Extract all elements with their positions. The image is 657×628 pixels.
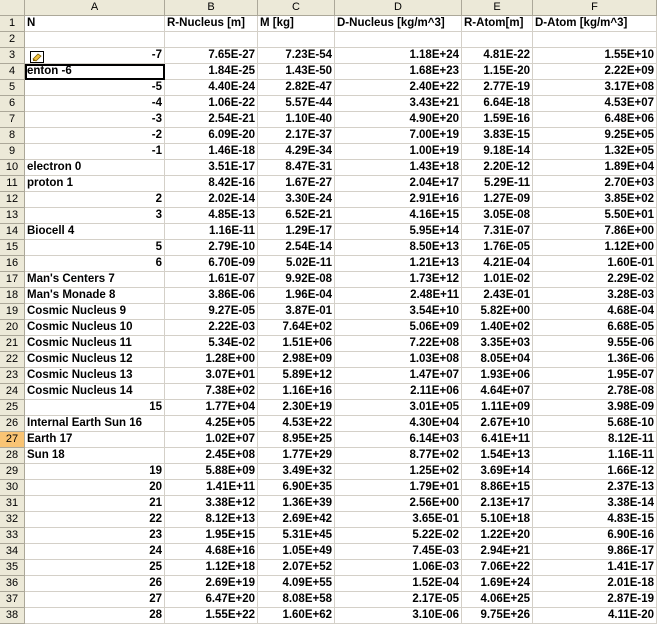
row-header-16[interactable]: 16 xyxy=(0,256,25,272)
cell-b18[interactable]: 3.86E-06 xyxy=(165,288,258,304)
cell-d7[interactable]: 4.90E+20 xyxy=(335,112,462,128)
cell-b14[interactable]: 1.16E-11 xyxy=(165,224,258,240)
cell-f36[interactable]: 2.01E-18 xyxy=(533,576,657,592)
cell-c27[interactable]: 8.95E+25 xyxy=(258,432,335,448)
cell-e2[interactable] xyxy=(462,32,533,48)
row-header-27[interactable]: 27 xyxy=(0,432,25,448)
cell-e36[interactable]: 1.69E+24 xyxy=(462,576,533,592)
cell-f30[interactable]: 2.37E-13 xyxy=(533,480,657,496)
cell-c30[interactable]: 6.90E+35 xyxy=(258,480,335,496)
cell-c15[interactable]: 2.54E-14 xyxy=(258,240,335,256)
row-header-9[interactable]: 9 xyxy=(0,144,25,160)
cell-d29[interactable]: 1.25E+02 xyxy=(335,464,462,480)
cell-b27[interactable]: 1.02E+07 xyxy=(165,432,258,448)
row-header-18[interactable]: 18 xyxy=(0,288,25,304)
cell-d13[interactable]: 4.16E+15 xyxy=(335,208,462,224)
cell-d21[interactable]: 7.22E+08 xyxy=(335,336,462,352)
row-header-2[interactable]: 2 xyxy=(0,32,25,48)
cell-c26[interactable]: 4.53E+22 xyxy=(258,416,335,432)
cell-a25[interactable]: 15 xyxy=(25,400,165,416)
cell-d30[interactable]: 1.79E+01 xyxy=(335,480,462,496)
cell-f35[interactable]: 1.41E-17 xyxy=(533,560,657,576)
cell-b37[interactable]: 6.47E+20 xyxy=(165,592,258,608)
cell-b22[interactable]: 1.28E+00 xyxy=(165,352,258,368)
cell-a16[interactable]: 6 xyxy=(25,256,165,272)
cell-d34[interactable]: 7.45E-03 xyxy=(335,544,462,560)
cell-a34[interactable]: 24 xyxy=(25,544,165,560)
row-header-34[interactable]: 34 xyxy=(0,544,25,560)
cell-b4[interactable]: 1.84E-25 xyxy=(165,64,258,80)
cell-a37[interactable]: 27 xyxy=(25,592,165,608)
cell-f12[interactable]: 3.85E+02 xyxy=(533,192,657,208)
cell-e31[interactable]: 2.13E+17 xyxy=(462,496,533,512)
cell-d17[interactable]: 1.73E+12 xyxy=(335,272,462,288)
cell-b17[interactable]: 1.61E-07 xyxy=(165,272,258,288)
cell-a33[interactable]: 23 xyxy=(25,528,165,544)
cell-e18[interactable]: 2.43E-01 xyxy=(462,288,533,304)
cell-b13[interactable]: 4.85E-13 xyxy=(165,208,258,224)
cell-a23[interactable]: Cosmic Nucleus 13 xyxy=(25,368,165,384)
cell-f34[interactable]: 9.86E-17 xyxy=(533,544,657,560)
cell-e19[interactable]: 5.82E+00 xyxy=(462,304,533,320)
row-header-6[interactable]: 6 xyxy=(0,96,25,112)
cell-d2[interactable] xyxy=(335,32,462,48)
cell-a8[interactable]: -2 xyxy=(25,128,165,144)
cell-d38[interactable]: 3.10E-06 xyxy=(335,608,462,624)
cell-f29[interactable]: 1.66E-12 xyxy=(533,464,657,480)
cell-c31[interactable]: 1.36E+39 xyxy=(258,496,335,512)
cell-e25[interactable]: 1.11E+09 xyxy=(462,400,533,416)
row-header-35[interactable]: 35 xyxy=(0,560,25,576)
cell-e22[interactable]: 8.05E+04 xyxy=(462,352,533,368)
cell-f33[interactable]: 6.90E-16 xyxy=(533,528,657,544)
cell-f16[interactable]: 1.60E-01 xyxy=(533,256,657,272)
cell-a12[interactable]: 2 xyxy=(25,192,165,208)
cell-f27[interactable]: 8.12E-11 xyxy=(533,432,657,448)
row-header-20[interactable]: 20 xyxy=(0,320,25,336)
cell-a31[interactable]: 21 xyxy=(25,496,165,512)
cell-a18[interactable]: Man's Monade 8 xyxy=(25,288,165,304)
cell-a35[interactable]: 25 xyxy=(25,560,165,576)
cell-a36[interactable]: 26 xyxy=(25,576,165,592)
cell-a28[interactable]: Sun 18 xyxy=(25,448,165,464)
cell-b25[interactable]: 1.77E+04 xyxy=(165,400,258,416)
cell-c14[interactable]: 1.29E-17 xyxy=(258,224,335,240)
row-header-28[interactable]: 28 xyxy=(0,448,25,464)
cell-a1[interactable]: N xyxy=(25,16,165,32)
cell-f17[interactable]: 2.29E-02 xyxy=(533,272,657,288)
cell-a15[interactable]: 5 xyxy=(25,240,165,256)
cell-b31[interactable]: 3.38E+12 xyxy=(165,496,258,512)
cell-a13[interactable]: 3 xyxy=(25,208,165,224)
cell-c32[interactable]: 2.69E+42 xyxy=(258,512,335,528)
cell-d31[interactable]: 2.56E+00 xyxy=(335,496,462,512)
row-header-32[interactable]: 32 xyxy=(0,512,25,528)
cell-a32[interactable]: 22 xyxy=(25,512,165,528)
cell-e35[interactable]: 7.06E+22 xyxy=(462,560,533,576)
cell-b20[interactable]: 2.22E-03 xyxy=(165,320,258,336)
cell-f38[interactable]: 4.11E-20 xyxy=(533,608,657,624)
row-header-4[interactable]: 4 xyxy=(0,64,25,80)
cell-a17[interactable]: Man's Centers 7 xyxy=(25,272,165,288)
cell-c36[interactable]: 4.09E+55 xyxy=(258,576,335,592)
cell-b34[interactable]: 4.68E+16 xyxy=(165,544,258,560)
cell-a21[interactable]: Cosmic Nucleus 11 xyxy=(25,336,165,352)
cell-f9[interactable]: 1.32E+05 xyxy=(533,144,657,160)
cell-e28[interactable]: 1.54E+13 xyxy=(462,448,533,464)
cell-e37[interactable]: 4.06E+25 xyxy=(462,592,533,608)
column-header-e[interactable]: E xyxy=(462,0,533,16)
cell-e7[interactable]: 1.59E-16 xyxy=(462,112,533,128)
cell-a4[interactable]: enton -6 xyxy=(25,64,165,80)
cell-c37[interactable]: 8.08E+58 xyxy=(258,592,335,608)
cell-d1[interactable]: D-Nucleus [kg/m^3] xyxy=(335,16,462,32)
cell-b26[interactable]: 4.25E+05 xyxy=(165,416,258,432)
cell-e6[interactable]: 6.64E-18 xyxy=(462,96,533,112)
cell-d9[interactable]: 1.00E+19 xyxy=(335,144,462,160)
cell-e26[interactable]: 2.67E+10 xyxy=(462,416,533,432)
cell-a38[interactable]: 28 xyxy=(25,608,165,624)
cell-f19[interactable]: 4.68E-04 xyxy=(533,304,657,320)
cell-f26[interactable]: 5.68E-10 xyxy=(533,416,657,432)
column-header-c[interactable]: C xyxy=(258,0,335,16)
cell-e13[interactable]: 3.05E-08 xyxy=(462,208,533,224)
cell-c22[interactable]: 2.98E+09 xyxy=(258,352,335,368)
column-header-f[interactable]: F xyxy=(533,0,657,16)
cell-d6[interactable]: 3.43E+21 xyxy=(335,96,462,112)
cell-f32[interactable]: 4.83E-15 xyxy=(533,512,657,528)
cell-c28[interactable]: 1.77E+29 xyxy=(258,448,335,464)
cell-d24[interactable]: 2.11E+06 xyxy=(335,384,462,400)
cell-f18[interactable]: 3.28E-03 xyxy=(533,288,657,304)
cell-d18[interactable]: 2.48E+11 xyxy=(335,288,462,304)
cell-e16[interactable]: 4.21E-04 xyxy=(462,256,533,272)
cell-f3[interactable]: 1.55E+10 xyxy=(533,48,657,64)
cell-d16[interactable]: 1.21E+13 xyxy=(335,256,462,272)
cell-f14[interactable]: 7.86E+00 xyxy=(533,224,657,240)
cell-e34[interactable]: 2.94E+21 xyxy=(462,544,533,560)
cell-c11[interactable]: 1.67E-27 xyxy=(258,176,335,192)
cell-c38[interactable]: 1.60E+62 xyxy=(258,608,335,624)
column-header-a[interactable]: A xyxy=(25,0,165,16)
cell-a29[interactable]: 19 xyxy=(25,464,165,480)
cell-d5[interactable]: 2.40E+22 xyxy=(335,80,462,96)
cell-a26[interactable]: Internal Earth Sun 16 xyxy=(25,416,165,432)
cell-d37[interactable]: 2.17E-05 xyxy=(335,592,462,608)
cell-e4[interactable]: 1.15E-20 xyxy=(462,64,533,80)
cell-e21[interactable]: 3.35E+03 xyxy=(462,336,533,352)
row-header-38[interactable]: 38 xyxy=(0,608,25,624)
cell-e11[interactable]: 5.29E-11 xyxy=(462,176,533,192)
column-header-b[interactable]: B xyxy=(165,0,258,16)
row-header-31[interactable]: 31 xyxy=(0,496,25,512)
cell-a11[interactable]: proton 1 xyxy=(25,176,165,192)
cell-b1[interactable]: R-Nucleus [m] xyxy=(165,16,258,32)
cell-e12[interactable]: 1.27E-09 xyxy=(462,192,533,208)
row-header-8[interactable]: 8 xyxy=(0,128,25,144)
row-header-17[interactable]: 17 xyxy=(0,272,25,288)
cell-e38[interactable]: 9.75E+26 xyxy=(462,608,533,624)
cell-d35[interactable]: 1.06E-03 xyxy=(335,560,462,576)
cell-a2[interactable] xyxy=(25,32,165,48)
cell-b21[interactable]: 5.34E-02 xyxy=(165,336,258,352)
cell-b33[interactable]: 1.95E+15 xyxy=(165,528,258,544)
cell-c23[interactable]: 5.89E+12 xyxy=(258,368,335,384)
cell-e3[interactable]: 4.81E-22 xyxy=(462,48,533,64)
cell-b36[interactable]: 2.69E+19 xyxy=(165,576,258,592)
row-header-1[interactable]: 1 xyxy=(0,16,25,32)
cell-b19[interactable]: 9.27E-05 xyxy=(165,304,258,320)
cell-b16[interactable]: 6.70E-09 xyxy=(165,256,258,272)
cell-f24[interactable]: 2.78E-08 xyxy=(533,384,657,400)
cell-c17[interactable]: 9.92E-08 xyxy=(258,272,335,288)
cell-c10[interactable]: 8.47E-31 xyxy=(258,160,335,176)
cell-d36[interactable]: 1.52E-04 xyxy=(335,576,462,592)
cell-e10[interactable]: 2.20E-12 xyxy=(462,160,533,176)
cell-note-icon[interactable] xyxy=(30,51,44,63)
cell-f37[interactable]: 2.87E-19 xyxy=(533,592,657,608)
cell-e33[interactable]: 1.22E+20 xyxy=(462,528,533,544)
cell-c29[interactable]: 3.49E+32 xyxy=(258,464,335,480)
row-header-21[interactable]: 21 xyxy=(0,336,25,352)
row-header-22[interactable]: 22 xyxy=(0,352,25,368)
cell-d4[interactable]: 1.68E+23 xyxy=(335,64,462,80)
row-header-36[interactable]: 36 xyxy=(0,576,25,592)
row-header-14[interactable]: 14 xyxy=(0,224,25,240)
cell-d11[interactable]: 2.04E+17 xyxy=(335,176,462,192)
row-header-11[interactable]: 11 xyxy=(0,176,25,192)
cell-a5[interactable]: -5 xyxy=(25,80,165,96)
cell-b2[interactable] xyxy=(165,32,258,48)
cell-f22[interactable]: 1.36E-06 xyxy=(533,352,657,368)
cell-d8[interactable]: 7.00E+19 xyxy=(335,128,462,144)
cell-c4[interactable]: 1.43E-50 xyxy=(258,64,335,80)
cell-c25[interactable]: 2.30E+19 xyxy=(258,400,335,416)
row-header-3[interactable]: 3 xyxy=(0,48,25,64)
cell-b38[interactable]: 1.55E+22 xyxy=(165,608,258,624)
cell-e1[interactable]: R-Atom[m] xyxy=(462,16,533,32)
cell-c20[interactable]: 7.64E+02 xyxy=(258,320,335,336)
cell-b10[interactable]: 3.51E-17 xyxy=(165,160,258,176)
cell-d28[interactable]: 8.77E+02 xyxy=(335,448,462,464)
cell-d32[interactable]: 3.65E-01 xyxy=(335,512,462,528)
cell-b28[interactable]: 2.45E+08 xyxy=(165,448,258,464)
cell-a22[interactable]: Cosmic Nucleus 12 xyxy=(25,352,165,368)
cell-f11[interactable]: 2.70E+03 xyxy=(533,176,657,192)
cell-d3[interactable]: 1.18E+24 xyxy=(335,48,462,64)
cell-f2[interactable] xyxy=(533,32,657,48)
cell-b30[interactable]: 1.41E+11 xyxy=(165,480,258,496)
cell-e20[interactable]: 1.40E+02 xyxy=(462,320,533,336)
row-header-23[interactable]: 23 xyxy=(0,368,25,384)
cell-c2[interactable] xyxy=(258,32,335,48)
row-header-37[interactable]: 37 xyxy=(0,592,25,608)
cell-f28[interactable]: 1.16E-11 xyxy=(533,448,657,464)
row-header-19[interactable]: 19 xyxy=(0,304,25,320)
cell-a7[interactable]: -3 xyxy=(25,112,165,128)
cell-f1[interactable]: D-Atom [kg/m^3] xyxy=(533,16,657,32)
row-header-10[interactable]: 10 xyxy=(0,160,25,176)
row-header-13[interactable]: 13 xyxy=(0,208,25,224)
cell-d26[interactable]: 4.30E+04 xyxy=(335,416,462,432)
cell-e8[interactable]: 3.83E-15 xyxy=(462,128,533,144)
cell-f20[interactable]: 6.68E-05 xyxy=(533,320,657,336)
cell-d12[interactable]: 2.91E+16 xyxy=(335,192,462,208)
cell-a24[interactable]: Cosmic Nucleus 14 xyxy=(25,384,165,400)
cell-c7[interactable]: 1.10E-40 xyxy=(258,112,335,128)
cell-c9[interactable]: 4.29E-34 xyxy=(258,144,335,160)
cell-b6[interactable]: 1.06E-22 xyxy=(165,96,258,112)
cell-e5[interactable]: 2.77E-19 xyxy=(462,80,533,96)
row-header-5[interactable]: 5 xyxy=(0,80,25,96)
cell-a10[interactable]: electron 0 xyxy=(25,160,165,176)
cell-f7[interactable]: 6.48E+06 xyxy=(533,112,657,128)
cell-b8[interactable]: 6.09E-20 xyxy=(165,128,258,144)
row-header-26[interactable]: 26 xyxy=(0,416,25,432)
cell-c12[interactable]: 3.30E-24 xyxy=(258,192,335,208)
cell-a30[interactable]: 20 xyxy=(25,480,165,496)
cell-d23[interactable]: 1.47E+07 xyxy=(335,368,462,384)
cell-c33[interactable]: 5.31E+45 xyxy=(258,528,335,544)
cell-c19[interactable]: 3.87E-01 xyxy=(258,304,335,320)
cell-f5[interactable]: 3.17E+08 xyxy=(533,80,657,96)
cell-e17[interactable]: 1.01E-02 xyxy=(462,272,533,288)
cell-a6[interactable]: -4 xyxy=(25,96,165,112)
cell-a20[interactable]: Cosmic Nucleus 10 xyxy=(25,320,165,336)
cell-f21[interactable]: 9.55E-06 xyxy=(533,336,657,352)
cell-c21[interactable]: 1.51E+06 xyxy=(258,336,335,352)
cell-c8[interactable]: 2.17E-37 xyxy=(258,128,335,144)
cell-c6[interactable]: 5.57E-44 xyxy=(258,96,335,112)
cell-c24[interactable]: 1.16E+16 xyxy=(258,384,335,400)
cell-e15[interactable]: 1.76E-05 xyxy=(462,240,533,256)
cell-b35[interactable]: 1.12E+18 xyxy=(165,560,258,576)
row-header-7[interactable]: 7 xyxy=(0,112,25,128)
cell-f13[interactable]: 5.50E+01 xyxy=(533,208,657,224)
cell-e23[interactable]: 1.93E+06 xyxy=(462,368,533,384)
cell-c1[interactable]: M [kg] xyxy=(258,16,335,32)
cell-a3[interactable]: -7 xyxy=(25,48,165,64)
cell-b12[interactable]: 2.02E-14 xyxy=(165,192,258,208)
cell-a9[interactable]: -1 xyxy=(25,144,165,160)
cell-c18[interactable]: 1.96E-04 xyxy=(258,288,335,304)
cell-e29[interactable]: 3.69E+14 xyxy=(462,464,533,480)
cell-f23[interactable]: 1.95E-07 xyxy=(533,368,657,384)
row-header-30[interactable]: 30 xyxy=(0,480,25,496)
cell-c13[interactable]: 6.52E-21 xyxy=(258,208,335,224)
cell-c5[interactable]: 2.82E-47 xyxy=(258,80,335,96)
cell-e9[interactable]: 9.18E-14 xyxy=(462,144,533,160)
cell-d19[interactable]: 3.54E+10 xyxy=(335,304,462,320)
cell-e32[interactable]: 5.10E+18 xyxy=(462,512,533,528)
cell-f6[interactable]: 4.53E+07 xyxy=(533,96,657,112)
cell-b3[interactable]: 7.65E-27 xyxy=(165,48,258,64)
row-header-12[interactable]: 12 xyxy=(0,192,25,208)
cell-b32[interactable]: 8.12E+13 xyxy=(165,512,258,528)
cell-b11[interactable]: 8.42E-16 xyxy=(165,176,258,192)
cell-f4[interactable]: 2.22E+09 xyxy=(533,64,657,80)
cell-f15[interactable]: 1.12E+00 xyxy=(533,240,657,256)
cell-d10[interactable]: 1.43E+18 xyxy=(335,160,462,176)
row-header-15[interactable]: 15 xyxy=(0,240,25,256)
cell-d33[interactable]: 5.22E-02 xyxy=(335,528,462,544)
cell-a27[interactable]: Earth 17 xyxy=(25,432,165,448)
cell-b9[interactable]: 1.46E-18 xyxy=(165,144,258,160)
row-header-24[interactable]: 24 xyxy=(0,384,25,400)
select-all-corner[interactable] xyxy=(0,0,25,16)
cell-c35[interactable]: 2.07E+52 xyxy=(258,560,335,576)
cell-d25[interactable]: 3.01E+05 xyxy=(335,400,462,416)
cell-f8[interactable]: 9.25E+05 xyxy=(533,128,657,144)
cell-d20[interactable]: 5.06E+09 xyxy=(335,320,462,336)
cell-d27[interactable]: 6.14E+03 xyxy=(335,432,462,448)
cell-b5[interactable]: 4.40E-24 xyxy=(165,80,258,96)
cell-e14[interactable]: 7.31E-07 xyxy=(462,224,533,240)
cell-b7[interactable]: 2.54E-21 xyxy=(165,112,258,128)
cell-b23[interactable]: 3.07E+01 xyxy=(165,368,258,384)
cell-b29[interactable]: 5.88E+09 xyxy=(165,464,258,480)
column-header-d[interactable]: D xyxy=(335,0,462,16)
cell-e27[interactable]: 6.41E+11 xyxy=(462,432,533,448)
cell-c16[interactable]: 5.02E-11 xyxy=(258,256,335,272)
cell-d22[interactable]: 1.03E+08 xyxy=(335,352,462,368)
cell-e30[interactable]: 8.86E+15 xyxy=(462,480,533,496)
row-header-29[interactable]: 29 xyxy=(0,464,25,480)
cell-a19[interactable]: Cosmic Nucleus 9 xyxy=(25,304,165,320)
cell-b24[interactable]: 7.38E+02 xyxy=(165,384,258,400)
cell-b15[interactable]: 2.79E-10 xyxy=(165,240,258,256)
cell-f31[interactable]: 3.38E-14 xyxy=(533,496,657,512)
cell-f25[interactable]: 3.98E-09 xyxy=(533,400,657,416)
row-header-33[interactable]: 33 xyxy=(0,528,25,544)
cell-c34[interactable]: 1.05E+49 xyxy=(258,544,335,560)
cell-a14[interactable]: Biocell 4 xyxy=(25,224,165,240)
cell-f10[interactable]: 1.89E+04 xyxy=(533,160,657,176)
cell-d15[interactable]: 8.50E+13 xyxy=(335,240,462,256)
row-header-25[interactable]: 25 xyxy=(0,400,25,416)
cell-d14[interactable]: 5.95E+14 xyxy=(335,224,462,240)
cell-e24[interactable]: 4.64E+07 xyxy=(462,384,533,400)
cell-c3[interactable]: 7.23E-54 xyxy=(258,48,335,64)
